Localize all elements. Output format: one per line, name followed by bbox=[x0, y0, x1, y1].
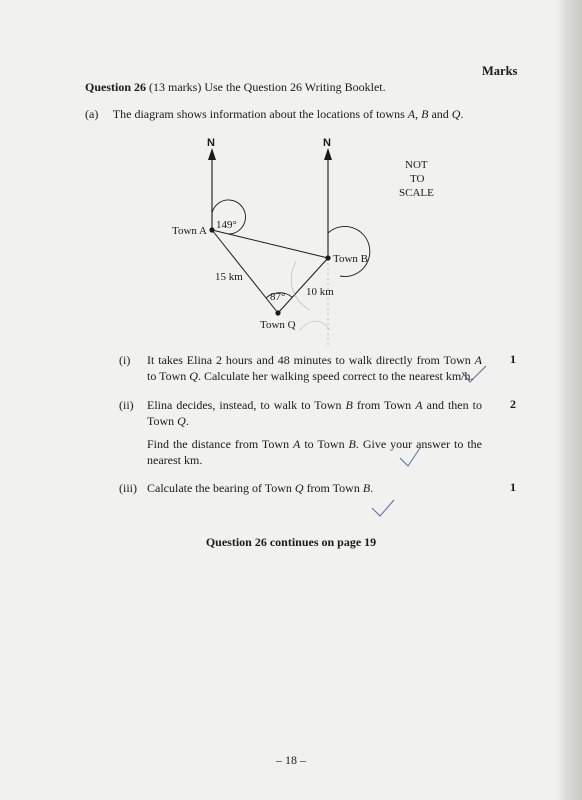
angle-arc-b bbox=[328, 226, 370, 276]
town-q-point bbox=[275, 310, 280, 315]
not-label: NOT bbox=[405, 159, 428, 171]
subpart-i bbox=[119, 352, 489, 392]
question-info: (13 marks) Use the Question 26 Writing Booklet. bbox=[149, 80, 386, 94]
town-a-point bbox=[209, 227, 214, 232]
subpart-iii-label: (iii) bbox=[119, 481, 137, 495]
subpart-ii-label: (ii) bbox=[119, 398, 134, 412]
subpart-i-marks: 1 bbox=[510, 352, 516, 366]
subpart-ii bbox=[119, 397, 489, 467]
subpart-i-text: It takes Elina 2 hours and 48 minutes to walk directly from Town A to Town Q. Calculate her walking speed correct to the nearest km/h. bbox=[147, 353, 482, 383]
distance-bq-label: 10 km bbox=[306, 286, 334, 298]
town-a-label: Town A bbox=[172, 225, 207, 237]
north-arrow-b-icon bbox=[324, 148, 332, 160]
subpart-i-label: (i) bbox=[119, 353, 131, 367]
distance-aq-label: 15 km bbox=[215, 271, 243, 283]
subpart-iii bbox=[119, 480, 489, 500]
subpart-ii-marks: 2 bbox=[510, 397, 516, 411]
subpart-ii-text-1: Elina decides, instead, to walk to Town B from Town A and then to Town Q. bbox=[147, 398, 483, 428]
question-number: Question 26 bbox=[85, 80, 147, 94]
part-a-label: (a) bbox=[85, 107, 99, 121]
scale-label: SCALE bbox=[399, 187, 434, 199]
town-b-point bbox=[325, 255, 330, 260]
subpart-iii-marks: 1 bbox=[510, 480, 516, 494]
north-label-a: N bbox=[207, 137, 215, 149]
marks-column-header: Marks bbox=[482, 64, 518, 78]
subpart-iii-text: Calculate the bearing of Town Q from Town B. bbox=[147, 481, 374, 495]
page-number: – 18 – bbox=[276, 753, 306, 767]
town-b-label: Town B bbox=[333, 253, 368, 265]
angle-a-label: 149° bbox=[216, 219, 237, 231]
continues-note: Question 26 continues on page 19 bbox=[205, 535, 377, 549]
north-label-b: N bbox=[323, 137, 331, 149]
subpart-ii-text-2: Find the distance from Town A to Town B. Give your answer to the nearest km. bbox=[147, 437, 482, 467]
to-label: TO bbox=[410, 173, 425, 185]
town-q-label: Town Q bbox=[260, 319, 296, 331]
part-a-text: The diagram shows information about the locations of towns A, B and Q. bbox=[112, 107, 464, 121]
angle-q-label: 87° bbox=[270, 291, 286, 303]
north-arrow-a-icon bbox=[208, 148, 216, 160]
